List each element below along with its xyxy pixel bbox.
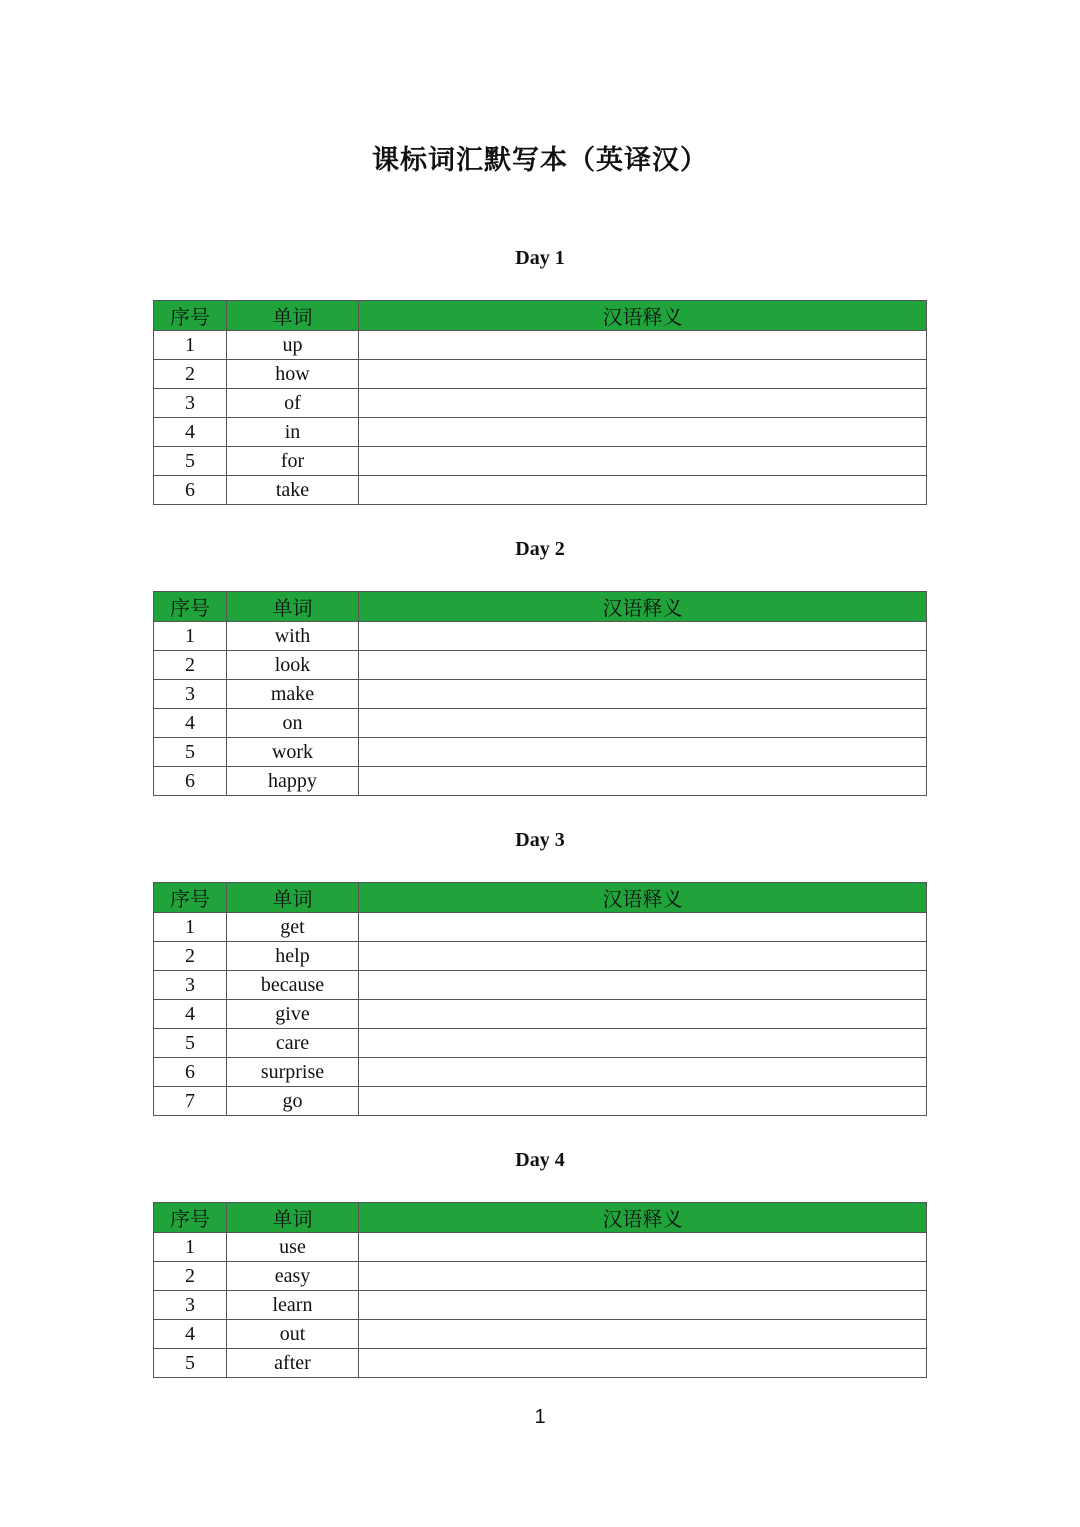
row-word: look (227, 651, 359, 680)
row-num: 3 (154, 389, 227, 418)
table-row (154, 1029, 927, 1058)
table-row (154, 680, 927, 709)
vocab-table (153, 300, 927, 505)
row-meaning-cell[interactable] (359, 476, 927, 505)
row-num: 5 (154, 447, 227, 476)
row-word: happy (227, 767, 359, 796)
row-meaning-cell[interactable] (359, 971, 927, 1000)
table-row (154, 1262, 927, 1291)
row-word: learn (227, 1291, 359, 1320)
table-row (154, 622, 927, 651)
row-meaning-cell[interactable] (359, 622, 927, 651)
row-meaning-cell[interactable] (359, 680, 927, 709)
row-word: in (227, 418, 359, 447)
row-meaning-cell[interactable] (359, 913, 927, 942)
table-row (154, 418, 927, 447)
table-row (154, 767, 927, 796)
table-row (154, 738, 927, 767)
day-heading: Day 4 (515, 1149, 565, 1171)
vocab-table (153, 882, 927, 1116)
row-meaning-cell[interactable] (359, 709, 927, 738)
row-num: 4 (154, 1000, 227, 1029)
row-word: make (227, 680, 359, 709)
row-meaning-cell[interactable] (359, 1349, 927, 1378)
table-row (154, 1233, 927, 1262)
row-word: how (227, 360, 359, 389)
header-word: 单词 (227, 1203, 359, 1233)
row-word: on (227, 709, 359, 738)
header-num: 序号 (154, 592, 227, 622)
row-meaning-cell[interactable] (359, 331, 927, 360)
table-row (154, 389, 927, 418)
row-meaning-cell[interactable] (359, 1262, 927, 1291)
row-word: because (227, 971, 359, 1000)
day-heading: Day 3 (515, 829, 565, 851)
table-row (154, 913, 927, 942)
row-num: 5 (154, 738, 227, 767)
row-meaning-cell[interactable] (359, 447, 927, 476)
row-num: 1 (154, 913, 227, 942)
table-row (154, 1058, 927, 1087)
row-word: surprise (227, 1058, 359, 1087)
row-word: get (227, 913, 359, 942)
row-num: 2 (154, 942, 227, 971)
table-header-row (154, 1203, 927, 1233)
row-meaning-cell[interactable] (359, 651, 927, 680)
row-num: 4 (154, 418, 227, 447)
row-num: 1 (154, 331, 227, 360)
table-row (154, 709, 927, 738)
row-meaning-cell[interactable] (359, 1320, 927, 1349)
row-meaning-cell[interactable] (359, 1000, 927, 1029)
row-meaning-cell[interactable] (359, 1029, 927, 1058)
row-word: with (227, 622, 359, 651)
table-row (154, 1000, 927, 1029)
table-row (154, 1349, 927, 1378)
row-word: go (227, 1087, 359, 1116)
day-heading: Day 1 (515, 247, 565, 269)
header-meaning: 汉语释义 (359, 592, 927, 622)
row-word: use (227, 1233, 359, 1262)
row-meaning-cell[interactable] (359, 1058, 927, 1087)
header-num: 序号 (154, 883, 227, 913)
table-header-row (154, 592, 927, 622)
row-num: 3 (154, 680, 227, 709)
row-word: easy (227, 1262, 359, 1291)
row-meaning-cell[interactable] (359, 1291, 927, 1320)
day-heading: Day 2 (515, 538, 565, 560)
vocab-table (153, 591, 927, 796)
row-meaning-cell[interactable] (359, 418, 927, 447)
row-meaning-cell[interactable] (359, 942, 927, 971)
row-meaning-cell[interactable] (359, 738, 927, 767)
row-num: 6 (154, 1058, 227, 1087)
table-row (154, 1320, 927, 1349)
document-title: 课标词汇默写本（英译汉） (372, 145, 708, 176)
table-row (154, 942, 927, 971)
header-word: 单词 (227, 301, 359, 331)
row-word: help (227, 942, 359, 971)
row-num: 6 (154, 767, 227, 796)
row-num: 6 (154, 476, 227, 505)
row-word: after (227, 1349, 359, 1378)
row-num: 1 (154, 1233, 227, 1262)
table-header-row (154, 301, 927, 331)
row-num: 2 (154, 651, 227, 680)
table-row (154, 476, 927, 505)
row-num: 2 (154, 1262, 227, 1291)
row-meaning-cell[interactable] (359, 767, 927, 796)
table-header-row (154, 883, 927, 913)
header-meaning: 汉语释义 (359, 301, 927, 331)
header-word: 单词 (227, 883, 359, 913)
header-meaning: 汉语释义 (359, 1203, 927, 1233)
row-meaning-cell[interactable] (359, 1233, 927, 1262)
table-row (154, 331, 927, 360)
row-word: for (227, 447, 359, 476)
row-meaning-cell[interactable] (359, 360, 927, 389)
row-meaning-cell[interactable] (359, 1087, 927, 1116)
row-num: 7 (154, 1087, 227, 1116)
row-word: up (227, 331, 359, 360)
table-row (154, 971, 927, 1000)
row-num: 1 (154, 622, 227, 651)
table-row (154, 1087, 927, 1116)
row-num: 4 (154, 1320, 227, 1349)
header-num: 序号 (154, 301, 227, 331)
header-num: 序号 (154, 1203, 227, 1233)
row-num: 3 (154, 971, 227, 1000)
row-word: out (227, 1320, 359, 1349)
row-word: work (227, 738, 359, 767)
row-num: 4 (154, 709, 227, 738)
row-word: give (227, 1000, 359, 1029)
table-row (154, 1291, 927, 1320)
row-word: care (227, 1029, 359, 1058)
row-meaning-cell[interactable] (359, 389, 927, 418)
row-num: 2 (154, 360, 227, 389)
row-num: 5 (154, 1029, 227, 1058)
row-num: 5 (154, 1349, 227, 1378)
page-number: 1 (534, 1406, 546, 1428)
vocab-table (153, 1202, 927, 1378)
header-meaning: 汉语释义 (359, 883, 927, 913)
table-row (154, 360, 927, 389)
row-num: 3 (154, 1291, 227, 1320)
table-row (154, 447, 927, 476)
header-word: 单词 (227, 592, 359, 622)
row-word: take (227, 476, 359, 505)
row-word: of (227, 389, 359, 418)
table-row (154, 651, 927, 680)
